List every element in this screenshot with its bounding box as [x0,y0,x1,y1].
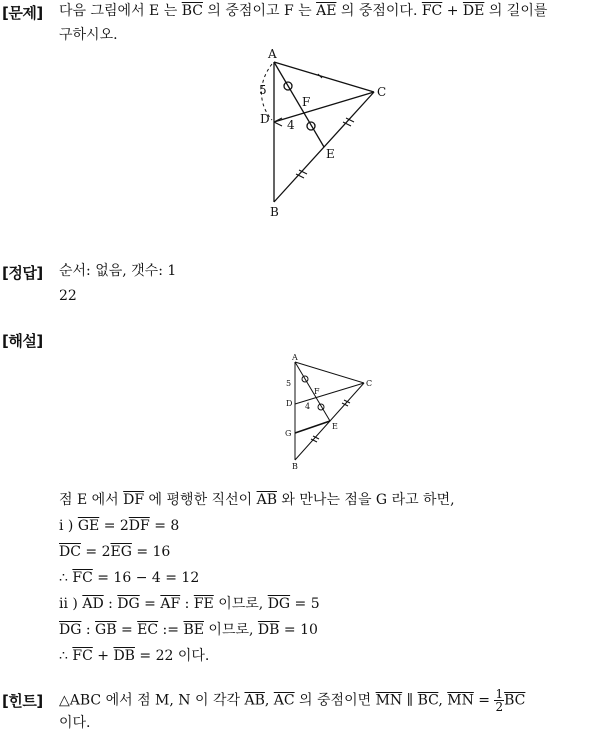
segment-name: $\overline{AE}$ [316,3,337,19]
point-label-f: F [314,387,320,396]
text-run: + [442,3,463,19]
point-label-a: A [268,47,277,61]
answer-line-2: 22 [59,288,77,304]
point-label-g: G [285,429,292,438]
text-run: = 8 [149,518,180,534]
text-run: : [103,596,118,612]
segment-name: $\overline{DF}$ [123,492,145,508]
hint-tag: [힌트] [2,692,43,710]
explanation-line-1 [59,490,455,510]
segment-name: $\overline{DG}$ [267,596,291,612]
hint-segment-bc: $\overline{BC}$ [504,692,526,709]
length-label-ad: 5 [259,83,267,97]
text-run: = 2 [80,544,111,560]
point-label-f: F [302,95,311,109]
text-run: = 10 [279,622,318,638]
text-run: 점 E 에서 [59,492,124,508]
hint-line-2: 이다. [59,715,91,731]
text-run: : [81,622,96,638]
text-run: = 16 [131,544,171,560]
text-run: 의 중점이고 F 는 [202,3,317,19]
segment-name: $\overline{FE}$ [193,596,214,612]
segment-name: $\overline{DG}$ [59,622,82,638]
segment-name: $\overline{EG}$ [110,544,132,560]
fraction-denominator: 2 [495,700,504,714]
problem-line-2: 구하시오. [59,27,118,43]
text-run: 의 길이를 [484,3,548,19]
explanation-line-7 [59,646,209,666]
point-label-e: E [326,147,335,161]
text-run: : [180,596,194,612]
segment-name: $\overline{BC}$ [417,692,439,709]
explanation-line-2 [59,516,179,536]
segment-name: $\overline{FC}$ [421,3,443,19]
segment-name: $\overline{GE}$ [77,518,100,534]
segment-dc [295,383,364,404]
text-run: △ABC 에서 점 M, N 이 각각 [59,692,245,709]
text-run: 의 중점이면 [294,692,376,709]
text-run: , [264,692,274,709]
answer-tag: [정답] [2,264,43,282]
problem-tag: [문제] [2,4,43,22]
explanation-line-5 [59,594,320,614]
point-label-d: D [286,399,293,408]
text-run: = [473,692,495,709]
problem-line-1 [59,1,547,21]
length-label-df: 4 [305,402,311,411]
segment-name: $\overline{DB}$ [113,648,135,664]
hint-fraction [494,688,504,713]
length-label-df: 4 [287,118,295,132]
hint-line-1-text [59,693,494,709]
explanation-tag: [해설] [2,332,43,350]
segment-name: $\overline{AB}$ [256,492,277,508]
segment-name: $\overline{DF}$ [128,518,150,534]
segment-name: $\overline{DG}$ [117,596,140,612]
explanation-line-6 [59,620,318,640]
text-run: , [438,692,448,709]
text-run: i ) [59,518,78,534]
text-run: = 16 − 4 = 12 [92,570,200,586]
segment-name: $\overline{AB}$ [244,692,265,709]
segment-name: $\overline{EC}$ [137,622,159,638]
segment-name: $\overline{GB}$ [95,622,117,638]
point-label-a: A [292,353,298,362]
point-label-b: B [292,462,298,471]
text-run: = [116,622,138,638]
text-run: ∴ [59,648,73,664]
text-run: ∥ [402,692,418,709]
segment-name: $\overline{DC}$ [59,544,81,560]
point-label-e: E [332,422,338,431]
segment-name: $\overline{FC}$ [72,648,93,664]
text-run: = [139,596,161,612]
point-label-c: C [366,379,373,388]
segment-name: $\overline{FC}$ [72,570,93,586]
hint-line-1 [59,688,525,713]
explanation-line-4 [59,568,199,588]
text-run: 의 중점이다. [336,3,422,19]
text-run: = 5 [290,596,320,612]
text-run: 이므로, [213,596,268,612]
explanation-line-3 [59,542,170,562]
text-run: 에 평행한 직선이 [144,492,257,508]
text-run: := [158,622,184,638]
answer-line-1: 순서: 없음, 갯수: 1 [59,263,177,279]
segment-name: $\overline{AC}$ [273,692,295,709]
text-run: + [92,648,114,664]
point-label-c: C [377,85,387,99]
segment-name: $\overline{AD}$ [82,596,104,612]
text-run: = 2 [99,518,129,534]
problem-figure [250,44,420,224]
segment-name: $\overline{MN}$ [375,692,403,709]
segment-name: $\overline{DE}$ [462,3,485,19]
text-run: 다음 그림에서 E 는 [59,3,182,19]
explanation-figure [280,352,380,472]
fraction-numerator: 1 [495,687,504,701]
text-run: ii ) [59,596,83,612]
length-label-ad: 5 [286,379,292,388]
point-label-d: D [260,112,270,126]
text-run: 와 만나는 점을 G 라고 하면, [276,492,455,508]
text-run: ∴ [59,570,73,586]
segment-name: $\overline{DB}$ [257,622,280,638]
text-run: = 22 이다. [134,648,210,664]
segment-name: $\overline{MN}$ [447,692,474,709]
point-label-b: B [270,205,279,219]
text-run: 이므로, [203,622,258,638]
segment-name: $\overline{BE}$ [183,622,204,638]
segment-name: $\overline{AF}$ [160,596,181,612]
segment-name: $\overline{BC}$ [181,3,203,19]
